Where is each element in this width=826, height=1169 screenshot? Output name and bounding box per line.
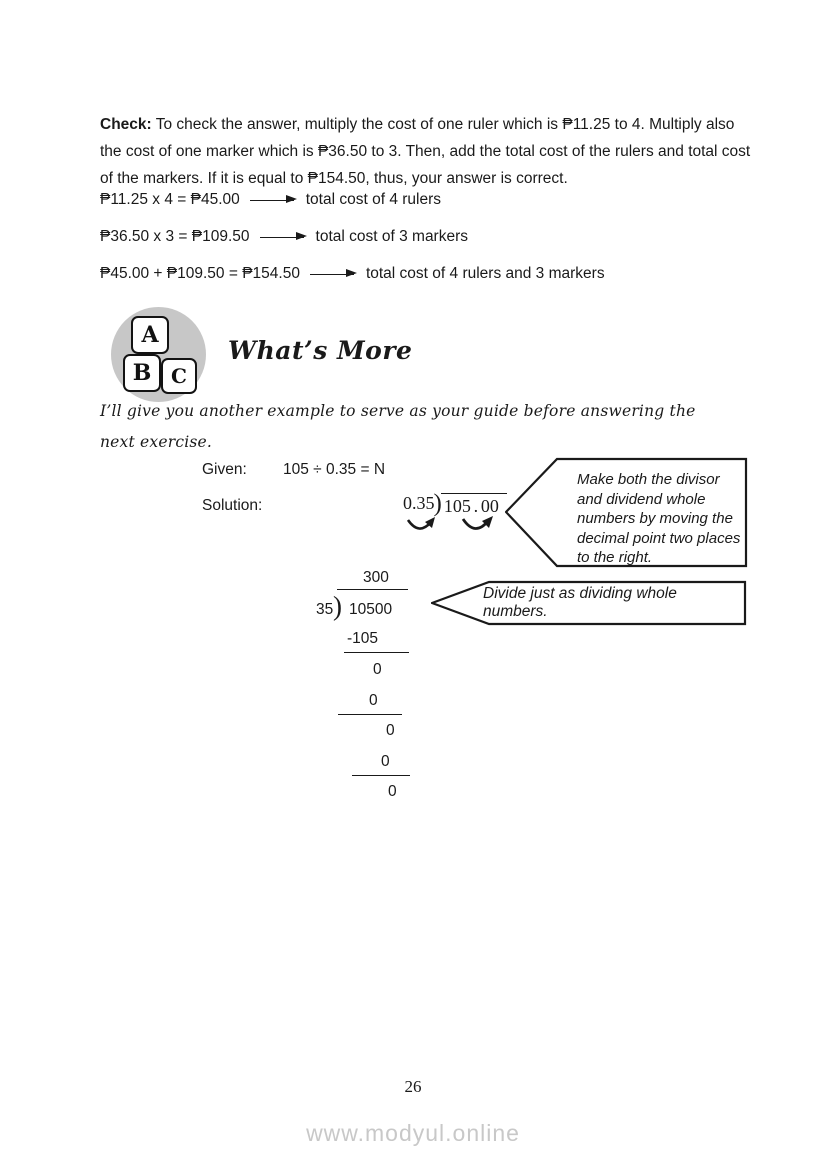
- decimal-move-arrow-icon: [405, 516, 437, 534]
- work-dividend: 10500: [349, 601, 393, 618]
- callout-divide-note: [431, 580, 747, 626]
- equation-row: [100, 265, 605, 283]
- work-remainder: 0: [381, 753, 390, 770]
- work-underline: [352, 775, 410, 776]
- equation-row: [100, 191, 441, 209]
- work-underline: [338, 714, 402, 715]
- block-letter: A: [141, 322, 159, 348]
- work-underline: [344, 652, 409, 653]
- equation-label: total cost of 4 rulers and 3 markers: [365, 265, 605, 282]
- equation-expression: ₱45.00 + ₱109.50 = ₱154.50: [100, 265, 300, 282]
- block-a: [131, 316, 169, 354]
- callout-text: Make both the divisor and dividend whole numbers by moving the decimal point two places to the right.: [577, 471, 741, 566]
- section-heading: What’s More: [228, 336, 413, 365]
- callout-text: Divide just as dividing whole numbers.: [483, 585, 677, 620]
- division-vinculum-line: [337, 589, 408, 590]
- decimal-move-arrow-icon: [459, 514, 495, 534]
- equation-expression: ₱11.25 x 4 = ₱45.00: [100, 191, 240, 208]
- right-arrow-icon: [250, 200, 294, 201]
- division-divisor: 0.35: [403, 493, 435, 513]
- block-letter: B: [132, 360, 152, 386]
- work-remainder: 0: [373, 661, 382, 678]
- block-c: [161, 358, 197, 394]
- intro-text-line: next exercise.: [100, 433, 213, 451]
- given-expression: 105 ÷ 0.35 = N: [283, 461, 386, 478]
- block-letter: C: [171, 364, 187, 388]
- equation-label: total cost of 4 rulers: [305, 191, 442, 208]
- division-bracket: ): [433, 490, 442, 517]
- work-divisor: 35: [316, 601, 334, 618]
- page-number: 26: [404, 1077, 422, 1096]
- callout-decimal-note: [505, 457, 748, 568]
- decimal-point: .: [473, 496, 479, 516]
- work-subtraction: -105: [347, 630, 379, 647]
- appended-zeros: 00: [480, 496, 499, 516]
- check-text: To check the answer, multiply the cost of one ruler which is ₱11.25 to 4. Multiply also the cost of one marker which is ₱36.50 to 3. Then, add the total cost of the rulers and total cost of the markers. If it is equal to ₱154.50, thus, your answer is correct.: [100, 115, 751, 187]
- work-remainder: 0: [386, 722, 395, 739]
- abc-blocks-icon: [111, 307, 206, 402]
- watermark-text: www.modyul.online: [306, 1120, 520, 1146]
- solution-label: Solution:: [202, 497, 263, 514]
- equation-row: [100, 228, 468, 246]
- right-arrow-icon: [310, 274, 354, 275]
- intro-text-line: I’ll give you another example to serve as your guide before answering the: [100, 402, 696, 420]
- equation-expression: ₱36.50 x 3 = ₱109.50: [100, 228, 250, 245]
- work-remainder: 0: [369, 692, 378, 709]
- check-paragraph: [100, 111, 758, 192]
- equation-label: total cost of 3 markers: [315, 228, 469, 245]
- division-dividend: 105: [443, 496, 471, 516]
- division-quotient: 300: [363, 569, 389, 586]
- given-label: Given:: [202, 461, 247, 478]
- block-b: [123, 354, 161, 392]
- work-remainder: 0: [388, 783, 397, 800]
- right-arrow-icon: [260, 237, 304, 238]
- check-label: Check:: [100, 115, 152, 133]
- work-division-bracket: ): [333, 591, 342, 621]
